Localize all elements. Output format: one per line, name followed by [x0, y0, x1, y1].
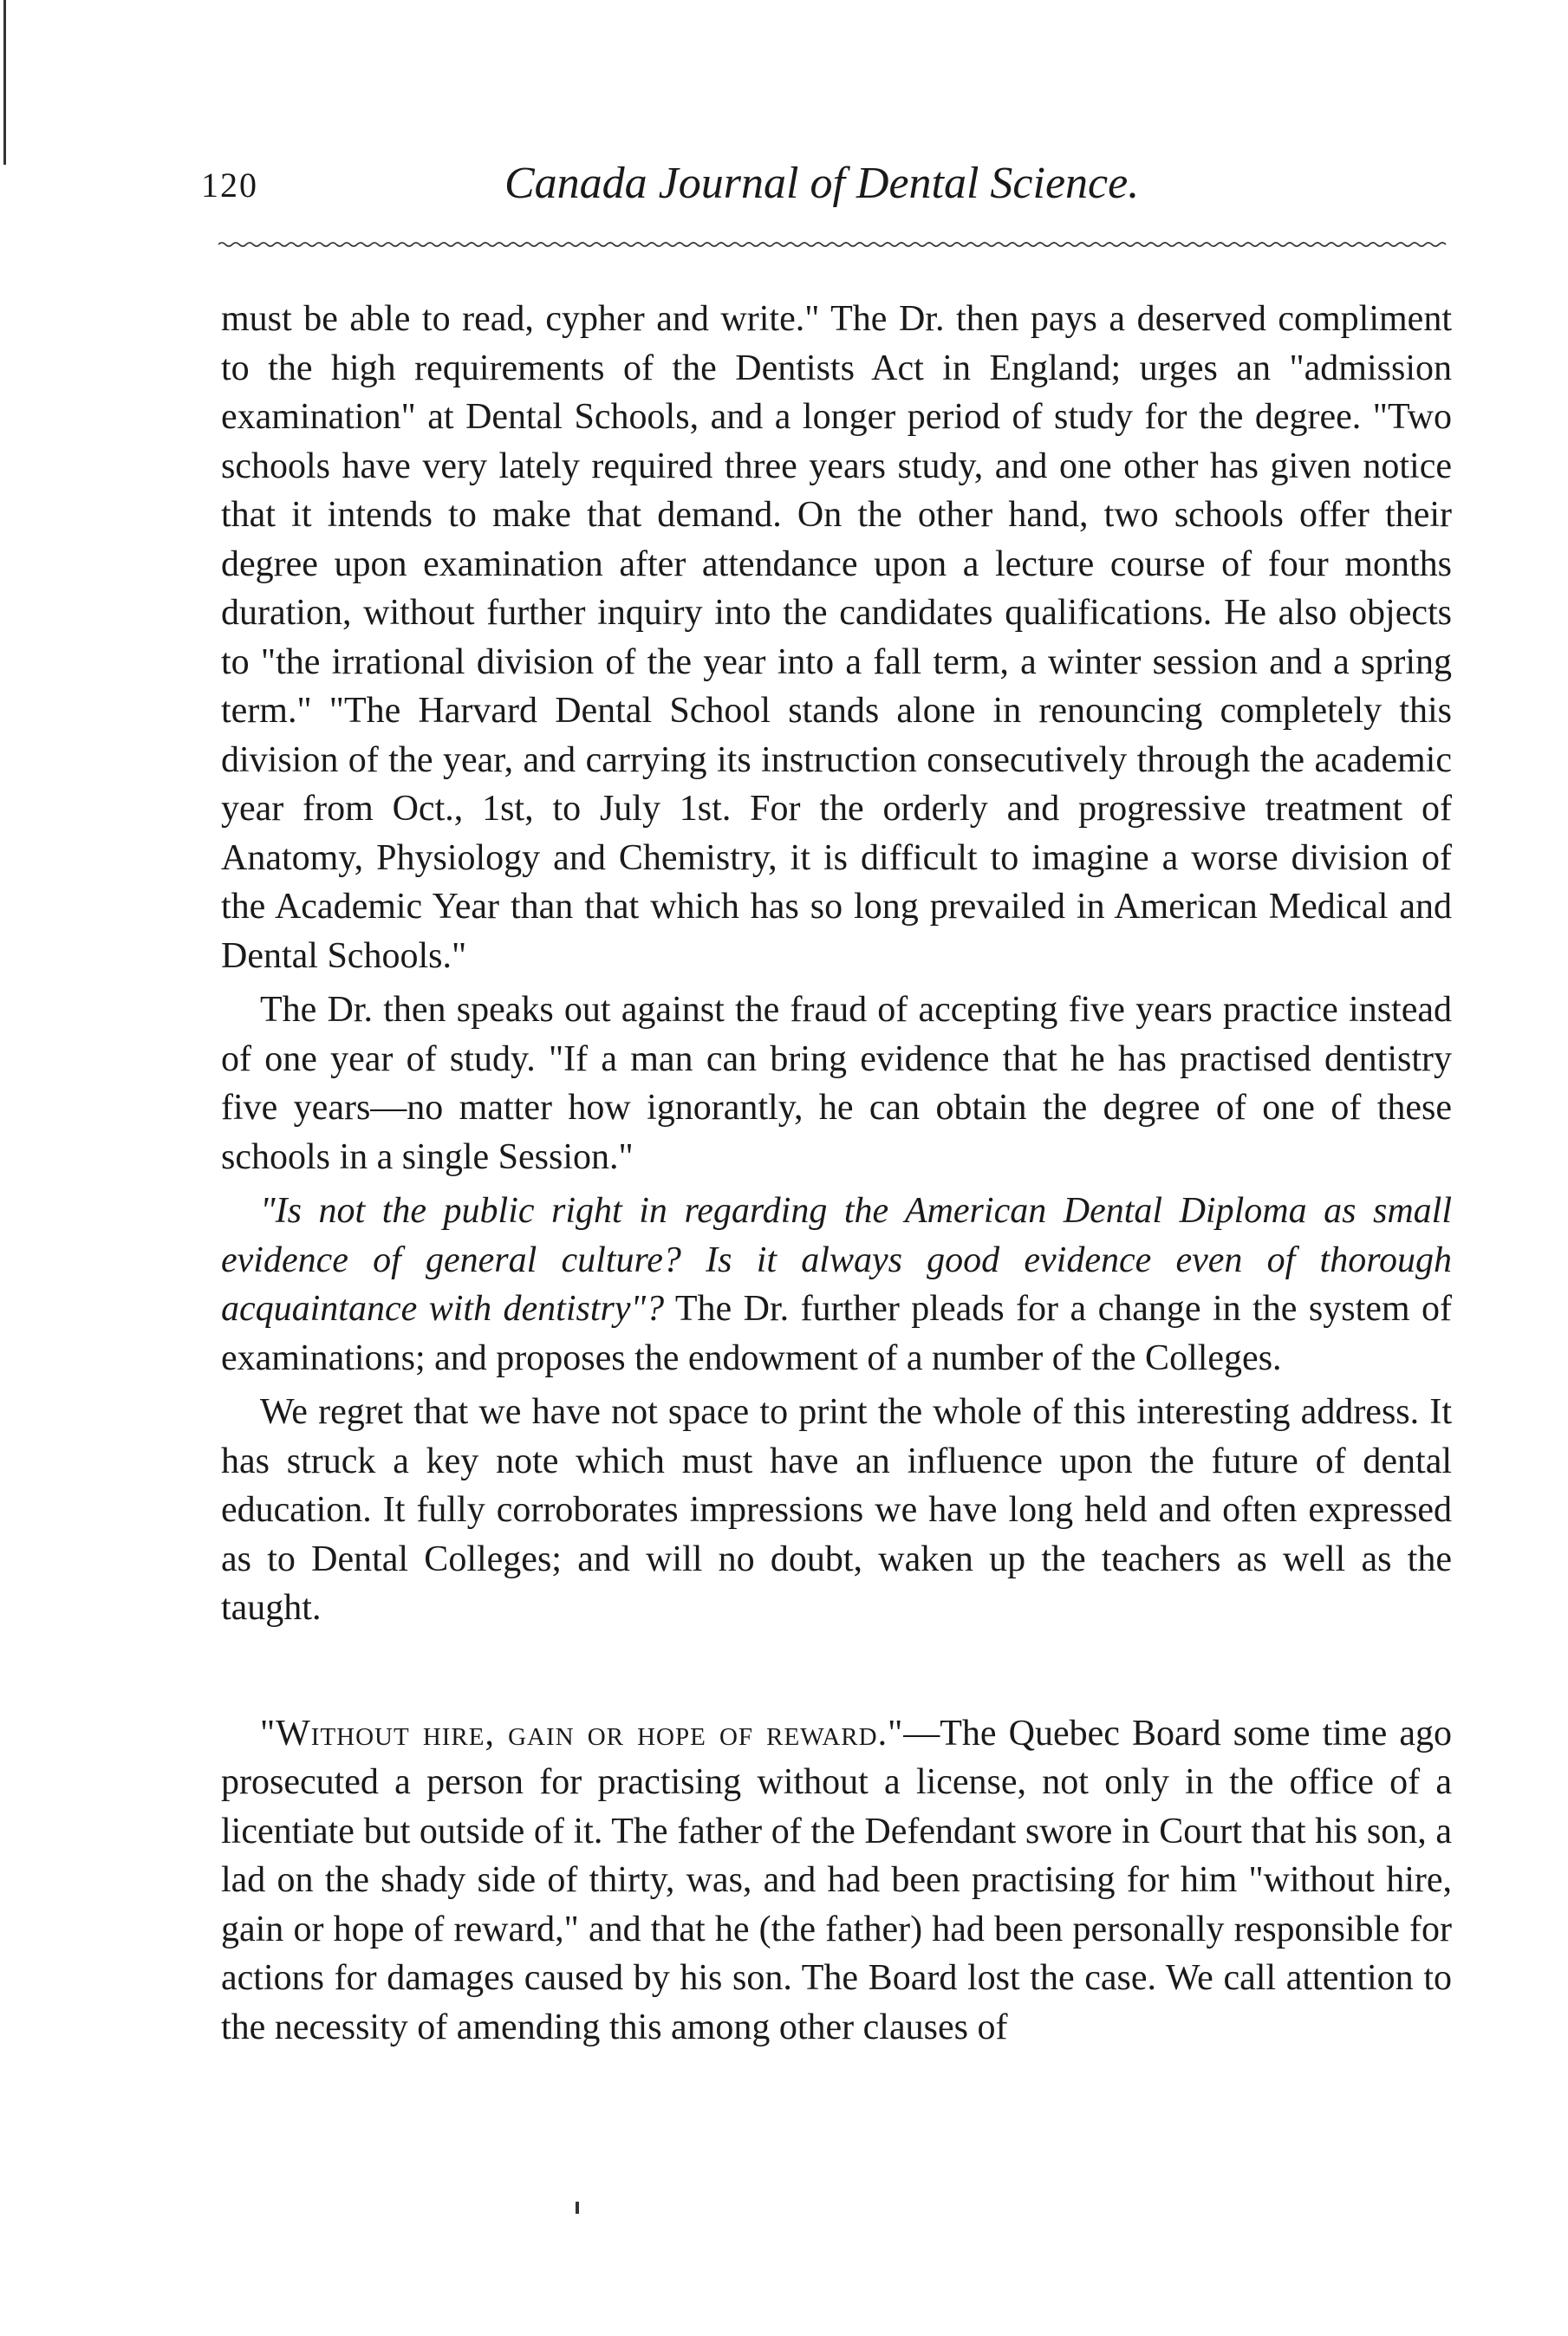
wavy-rule-graphic — [218, 241, 1448, 248]
paragraph-fraud: The Dr. then speaks out against the fraud of accepting five years practice instead of one year of study. "If a man can bring evidence that he has practised dentistry five years—no matter how ignorantly, he can obtain the degree of one of these schools in a single Session." — [221, 990, 1452, 1177]
paragraph-diploma-rest: The Dr. further pleads for a change in the system of examinations; and proposes the endowment of a number of the Colleges. — [221, 1289, 1452, 1378]
paragraph-continuation: must be able to read, cypher and write." The Dr. then pays a deserved compliment to the high requirements of the Dentists Act in England; urges an "admission examination" at Dental Schools, and a longer period of study for the degree. "Two schools have very lately required three years study, and one other has given notice that it intends to make that demand. On the other hand, two schools offer their degree upon examination after attendance upon a lecture course of four months duration, without further inquiry into the candidates qualifications. He also objects to "the irrational division of the year into a fall term, a winter session and a spring term." "The Harvard Dental School stands alone in renouncing completely this division of the year, and carrying its instruction consecutively through the academic year from Oct., 1st, to July 1st. For the orderly and progressive treatment of Anatomy, Physiology and Chemistry, it is difficult to imagine a worse division of the Academic Year than that which has so long prevailed in American Medical and Dental Schools." — [221, 299, 1452, 976]
italic-quotation: "Is not the public right in regarding the American Dental Diploma as small evidence of general culture? Is it always good evidence even of thorough acquaintance with dentistry"? — [221, 1191, 1452, 1329]
paragraph-quebec-board-rest: —The Quebec Board some time ago prosecuted a person for practising without a license, not only in the office of a licentiate but outside of it. The father of the Defendant swore in Court that his son, a lad on the shady side of thirty, was, and had been practising for him "without hire, gain or hope of reward," and that he (the father) had been personally responsible for actions for damages caused by his son. The Board lost the case. We call attention to the necessity of amending this among other clauses of — [221, 1713, 1452, 2047]
section-run-in-heading: "Without hire, gain or hope of reward." — [260, 1713, 904, 1754]
paragraph-quebec-board — [221, 1709, 1452, 2053]
header-wavy-rule — [218, 241, 1448, 248]
page-number: 120 — [201, 166, 258, 205]
paragraph-diploma-question — [221, 1187, 1452, 1383]
paragraph-regret: We regret that we have not space to print the whole of this interesting address. It has struck a key note which must have an influence upon the future of dental education. It fully corroborates impressions we have long held and often expressed as to Dental Colleges; and will no doubt, waken up the teachers as well as the taught. — [221, 1392, 1452, 1628]
article-body — [221, 295, 1452, 2052]
binding-edge-rule — [3, 0, 6, 165]
footer-mark — [576, 2202, 579, 2214]
page-header — [201, 158, 1449, 218]
running-title: Canada Journal of Dental Science. — [504, 159, 1140, 208]
